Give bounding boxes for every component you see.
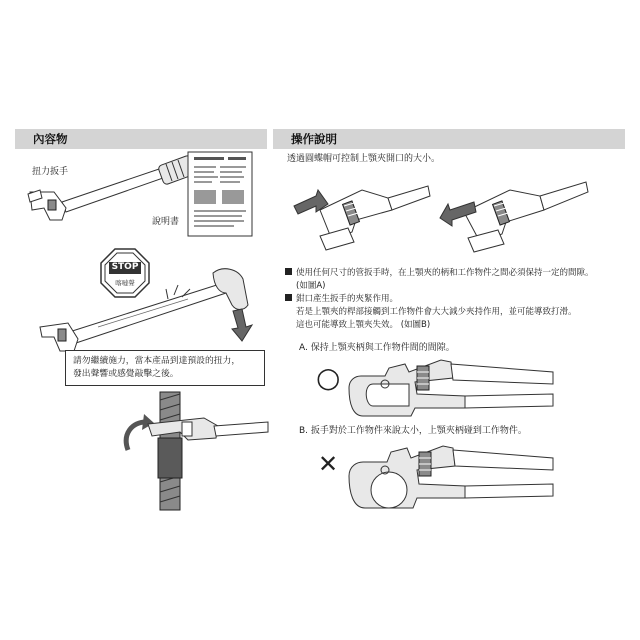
bullet-clamping	[285, 293, 630, 331]
manual-label: 說明書	[152, 217, 180, 227]
wrench-label: 扭力扳手	[32, 167, 69, 177]
warning-line-2: 發出聲響或感覺敲擊之後。	[73, 369, 179, 380]
figure-b-wrench-illustration	[345, 440, 555, 515]
stop-sign-text: STOP	[111, 262, 139, 272]
figure-a-wrench-illustration	[345, 350, 555, 420]
manual-booklet-illustration	[186, 150, 256, 240]
operation-section-header	[273, 129, 625, 149]
figure-a-caption: A. 保持上顎夾柄與工作物件間的間隙。	[299, 343, 455, 353]
pipe-wrench-on-rebar-illustration	[118, 392, 268, 512]
bullet-clearance-line-1: 使用任何尺寸的管扳手時，在上顎夾的柄和工作物件之間必須保持一定的間隙。	[296, 268, 594, 278]
bullet-clamping-line-3: 這也可能導致上顎夾失效。 (如圖B)	[296, 319, 431, 330]
bullet-clearance	[285, 267, 630, 293]
bullet-clamping-line-2: 若是上顎夾的桿部接觸到工作物件會大大減少夾持作用，並可能導致打滑。	[296, 306, 577, 317]
bullet-clearance-line-2: (如圖A)	[296, 280, 326, 291]
bullet-square-icon	[285, 268, 292, 275]
figure-a-correct-mark: ○	[316, 361, 341, 394]
figure-b-incorrect-mark: ✕	[318, 450, 339, 478]
stop-sign-subtext: 喀噠聲	[115, 279, 135, 287]
bullet-square-icon	[285, 294, 292, 301]
contents-section-title: 內容物	[33, 132, 68, 146]
figure-b-caption: B. 扳手對於工作物件來說太小，上顎夾柄碰到工作物件。	[299, 426, 527, 436]
warning-callout	[65, 350, 265, 386]
torque-wrench-illustration	[22, 150, 202, 250]
operation-section-title: 操作說明	[291, 132, 337, 146]
contents-section-header	[15, 129, 267, 149]
jaw-adjust-illustration-close	[440, 176, 590, 256]
operation-intro: 透過圓蝶帽可控制上顎夾開口的大小。	[287, 154, 441, 164]
warning-line-1: 請勿繼續施力，當本產品到達預設的扭力，	[73, 356, 241, 366]
bullet-clamping-line-1: 鉗口產生扳手的夾緊作用。	[296, 294, 399, 304]
jaw-adjust-illustration-open	[292, 176, 432, 256]
